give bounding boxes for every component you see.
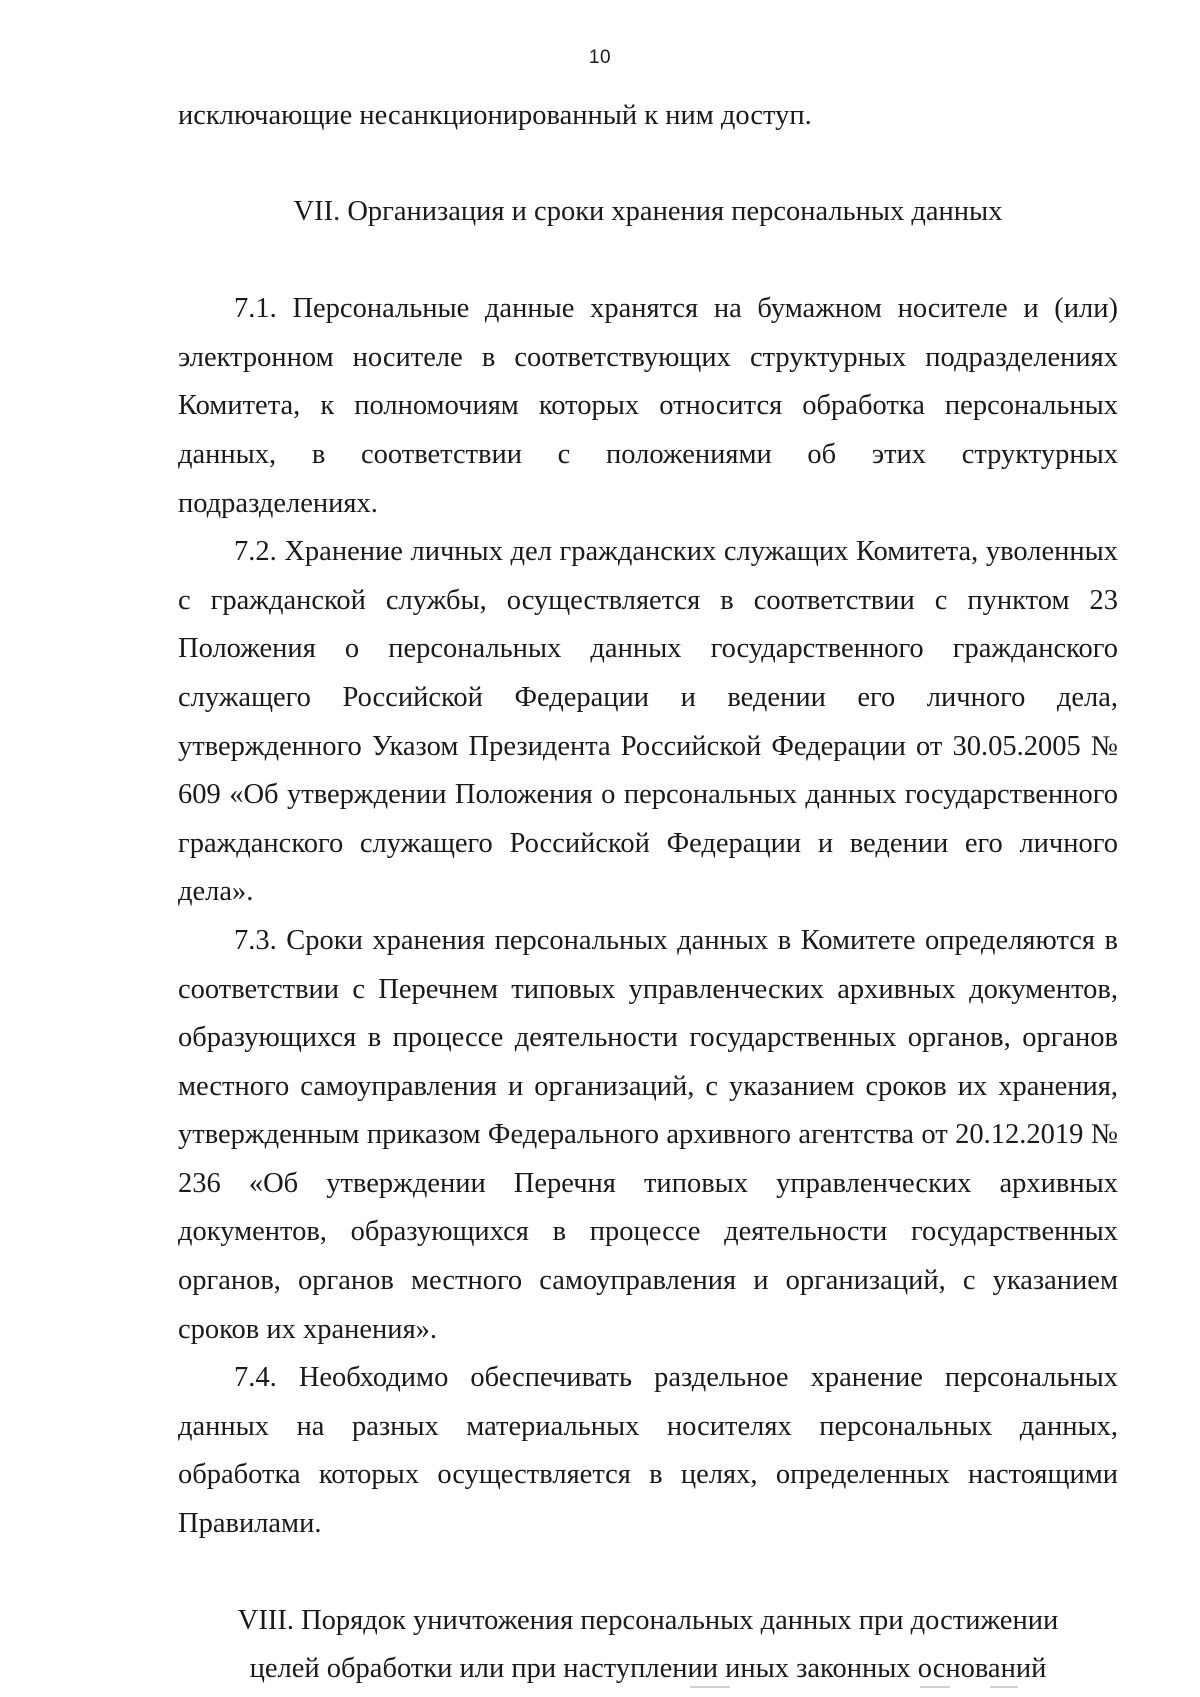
scan-artifact	[920, 1686, 950, 1688]
paragraph-7-1: 7.1. Персональные данные хранятся на бумажном носителе и (или) электронном носителе в соответствующих структурных подразделениях Комитета, к полномочиям которых относится обработка персональных данных, в соответствии с положениями об этих структурных подразделениях.	[178, 293, 1118, 519]
section-8-heading-line-1: VIII. Порядок уничтожения персональных данных при достижении	[237, 1604, 1059, 1636]
paragraph-7-3: 7.3. Сроки хранения персональных данных в Комитете определяются в соответствии с Перечнем типовых управленческих архивных документов, образующихся в процессе деятельности государственных органов, органов местного самоуправления и организаций, с указанием сроков их хранения, утвержденным приказом Федерального архивного агентства от 20.12.2019 № 236 «Об утверждении Перечня типовых управленческих архивных документов, образующихся в процессе деятельности государственных органов, органов местного самоуправления и организаций, с указанием сроков их хранения».	[178, 924, 1118, 1345]
section-8-heading	[178, 1597, 1118, 1694]
scan-artifact	[690, 1686, 730, 1688]
paragraph-7-2: 7.2. Хранение личных дел гражданских служащих Комитета, уволенных с гражданской службы, осуществляется в соответствии с пунктом 23 Положения о персональных данных государственного гражданского служащего Российской Федерации и ведении его личного дела, утвержденного Указом Президента Российской Федерации от 30.05.2005 № 609 «Об утверждении Положения о персональных данных государственного гражданского служащего Российской Федерации и ведении его личного дела».	[178, 536, 1118, 908]
section-8-heading-line-2: целей обработки или при наступлении иных законных оснований	[249, 1653, 1047, 1685]
scan-artifact	[990, 1686, 1018, 1688]
page-content	[178, 92, 1118, 1694]
continuation-line: исключающие несанкционированный к ним доступ.	[178, 100, 812, 131]
page-number: 10	[588, 47, 612, 68]
paragraph-7-4: 7.4. Необходимо обеспечивать раздельное хранение персональных данных на разных материальных носителях персональных данных, обработка которых осуществляется в целях, определенных настоящими Правилами.	[178, 1362, 1118, 1540]
section-7-heading: VII. Организация и сроки хранения персональных данных	[293, 195, 1003, 227]
